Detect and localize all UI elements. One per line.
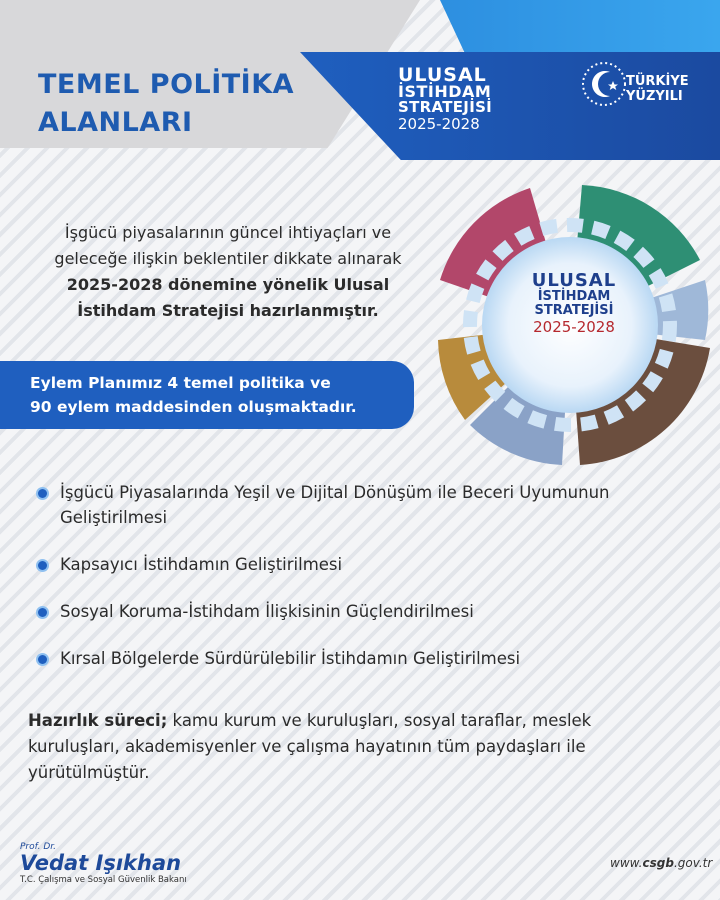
- prep-rest: kamu kurum ve kuruluşları, sosyal taraflar, meslek kuruluşları, akademisyenler ve çalışma hayatının tüm paydaşları ile yürütülmüştür.: [28, 711, 592, 782]
- turkiye-yuzyili-badge: [626, 74, 689, 104]
- policy-item: [38, 599, 698, 624]
- crescent-star-icon: [580, 60, 628, 108]
- logo-line3: STRATEJİSİ: [398, 98, 493, 116]
- minister-name: Vedat Işıkhan: [20, 851, 182, 875]
- logo-line1: ULUSAL: [398, 64, 487, 86]
- circle-logo-line4: 2025-2028: [533, 318, 615, 336]
- circle-logo-line2: İSTİHDAM: [537, 289, 611, 304]
- bullet-dot-icon: [38, 608, 47, 617]
- minister-signature: [20, 842, 187, 886]
- action-plan-callout: [0, 361, 414, 429]
- policy-1-line1: İşgücü Piyasalarında Yeşil ve Dijital Dönüşüm ile Beceri Uyumunun: [60, 483, 610, 502]
- prep-bold: Hazırlık süreci;: [28, 711, 168, 730]
- policy-item: [38, 480, 698, 530]
- circle-logo-line1: ULUSAL: [531, 270, 617, 291]
- policy-item: [38, 646, 698, 671]
- policy-3-line1: Sosyal Koruma-İstihdam İlişkisinin Güçlendirilmesi: [60, 602, 474, 621]
- callout-line1: Eylem Planımız 4 temel politika ve: [30, 374, 331, 392]
- page-title-line2: ALANLARI: [38, 107, 193, 138]
- intro-text: [28, 220, 428, 324]
- policy-2-line1: Kapsayıcı İstihdamın Geliştirilmesi: [60, 555, 343, 574]
- minister-role: T.C. Çalışma ve Sosyal Güvenlik Bakanı: [20, 875, 187, 885]
- callout-line2: 90 eylem maddesinden oluşmaktadır.: [30, 398, 357, 416]
- policy-4-line1: Kırsal Bölgelerde Sürdürülebilir İstihdamın Geliştirilmesi: [60, 649, 521, 668]
- policy-1-line2: Geliştirilmesi: [60, 508, 168, 527]
- intro-line4: İstihdam Stratejisi hazırlanmıştır.: [77, 301, 379, 320]
- badge-line1: TÜRKİYE: [626, 74, 689, 89]
- policy-list: [38, 480, 698, 671]
- minister-title: Prof. Dr.: [20, 842, 57, 852]
- callout-text: [30, 371, 400, 419]
- logo-line4: 2025-2028: [398, 115, 480, 133]
- page-title-line1: TEMEL POLİTİKA: [38, 69, 295, 100]
- logo-line2: İSTİHDAM: [398, 82, 492, 101]
- page-title: [38, 66, 318, 142]
- intro-line3: 2025-2028 dönemine yönelik Ulusal: [66, 275, 390, 294]
- bullet-dot-icon: [38, 561, 47, 570]
- policy-item: [38, 552, 698, 577]
- intro-line2: geleceğe ilişkin beklentiler dikkate alınarak: [54, 249, 402, 268]
- bullet-dot-icon: [38, 489, 47, 498]
- strategy-logo: [398, 66, 518, 133]
- circle-logo-line3: STRATEJİSİ: [534, 303, 614, 318]
- website-link[interactable]: www.csgb.gov.tr: [610, 856, 713, 870]
- header-light-stripe: [440, 0, 720, 60]
- intro-line1: İşgücü piyasalarının güncel ihtiyaçları ve: [64, 223, 392, 242]
- badge-line2: YÜZYILI: [626, 89, 683, 104]
- circle-center-logo: [518, 272, 630, 336]
- preparation-paragraph: [28, 708, 688, 786]
- bullet-dot-icon: [38, 655, 47, 664]
